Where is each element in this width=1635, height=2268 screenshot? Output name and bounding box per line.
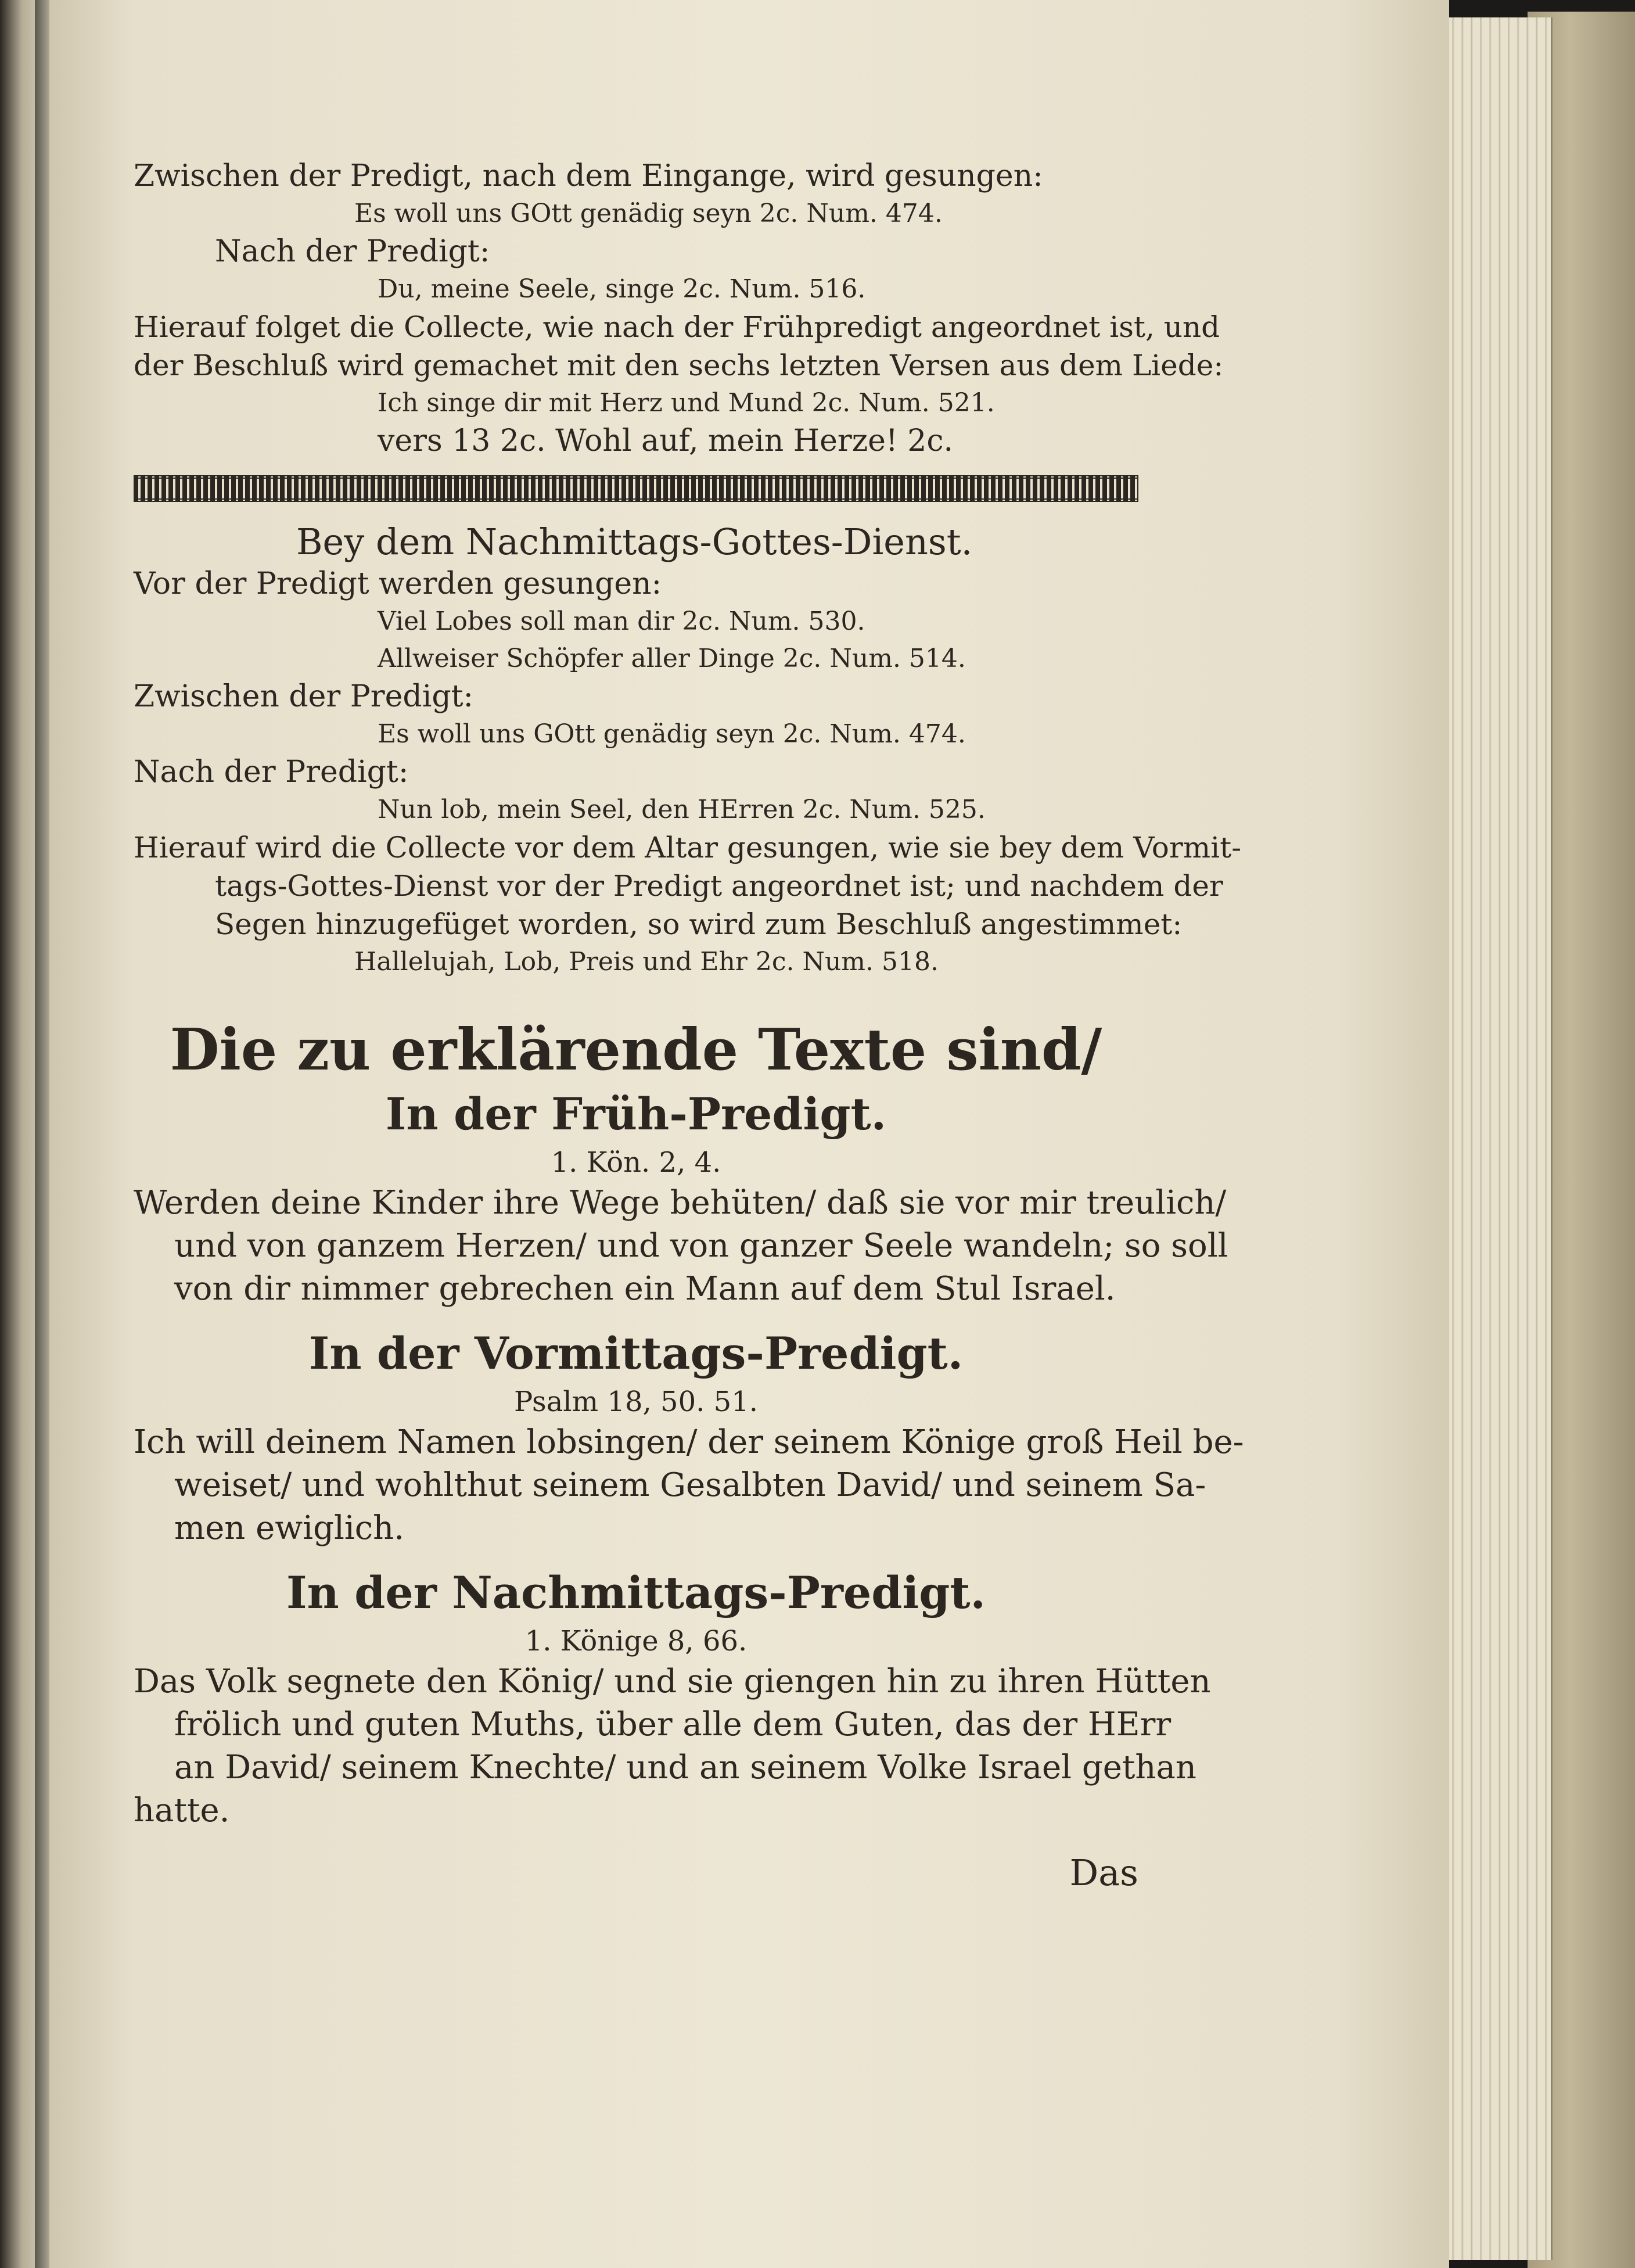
text-line: Vor der Predigt werden gesungen: [134, 566, 662, 601]
hymn-line: Es woll uns GOtt genädig seyn 2c. Num. 474. [354, 199, 943, 228]
frueh-heading: In der Früh-Predigt. [385, 1088, 887, 1140]
text-line: tags-Gottes-Dienst vor der Predigt angeordnet ist; und nachdem der [215, 869, 1223, 903]
scripture-line: Werden deine Kinder ihre Wege behüten/ daß sie vor mir treulich/ [134, 1184, 1227, 1222]
section-heading: Bey dem Nachmittags-Gottes-Dienst. [296, 521, 973, 563]
catchword: Das [1069, 1851, 1138, 1894]
text-line: Segen hinzugefüget worden, so wird zum Beschluß angestimmet: [215, 907, 1183, 941]
scripture-line: men ewiglich. [174, 1509, 404, 1547]
hymn-line: Es woll uns GOtt genädig seyn 2c. Num. 474. [378, 719, 966, 749]
hymn-line: Hallelujah, Lob, Preis und Ehr 2c. Num. 518. [354, 947, 939, 977]
hymn-line: Nun lob, mein Seel, den HErren 2c. Num. 525. [378, 795, 986, 824]
hymn-line: Allweiser Schöpfer aller Dinge 2c. Num. 514. [378, 644, 966, 673]
vormittag-heading: In der Vormittags-Predigt. [308, 1327, 964, 1379]
hymn-line: Ich singe dir mit Herz und Mund 2c. Num. 521. [378, 388, 995, 418]
text-line: Zwischen der Predigt, nach dem Eingange, wird gesungen: [134, 159, 1043, 193]
nachmittag-heading: In der Nachmittags-Predigt. [286, 1567, 986, 1619]
scripture-line: Ich will deinem Namen lobsingen/ der seinem Könige groß Heil be- [134, 1423, 1244, 1461]
bible-reference: 1. Kön. 2, 4. [551, 1146, 721, 1179]
hymn-line: Viel Lobes soll man dir 2c. Num. 530. [378, 607, 865, 636]
bible-reference: Psalm 18, 50. 51. [514, 1386, 758, 1418]
scripture-line: von dir nimmer gebrechen ein Mann auf dem Stul Israel. [174, 1270, 1116, 1308]
ornamental-divider [134, 475, 1138, 502]
scripture-line: und von ganzem Herzen/ und von ganzer Seele wandeln; so soll [174, 1227, 1228, 1265]
text-line: Zwischen der Predigt: [134, 679, 474, 714]
texts-title: Die zu erklärende Texte sind/ [170, 1017, 1102, 1083]
page-content [134, 157, 1244, 1896]
bible-reference: 1. Könige 8, 66. [524, 1625, 748, 1657]
scripture-line: Das Volk segnete den König/ und sie giengen hin zu ihren Hütten [134, 1663, 1211, 1700]
text-line: vers 13 2c. Wohl auf, mein Herze! 2c. [378, 424, 954, 458]
text-line: Nach der Predigt: [215, 234, 490, 269]
hymn-line: Du, meine Seele, singe 2c. Num. 516. [378, 274, 866, 304]
text-line: Nach der Predigt: [134, 755, 409, 790]
scripture-line: weiset/ und wohlthut seinem Gesalbten David/ und seinem Sa- [174, 1466, 1206, 1504]
text-line: Hierauf wird die Collecte vor dem Altar gesungen, wie sie bey dem Vormit- [134, 831, 1242, 864]
text-line: der Beschluß wird gemachet mit den sechs letzten Versen aus dem Liede: [134, 349, 1224, 382]
scripture-line: hatte. [134, 1792, 230, 1829]
scripture-line: an David/ seinem Knechte/ und an seinem Volke Israel gethan [174, 1749, 1196, 1786]
text-line: Hierauf folget die Collecte, wie nach der Frühpredigt angeordnet ist, und [134, 310, 1220, 344]
scripture-line: frölich und guten Muths, über alle dem Guten, das der HErr [174, 1706, 1172, 1743]
